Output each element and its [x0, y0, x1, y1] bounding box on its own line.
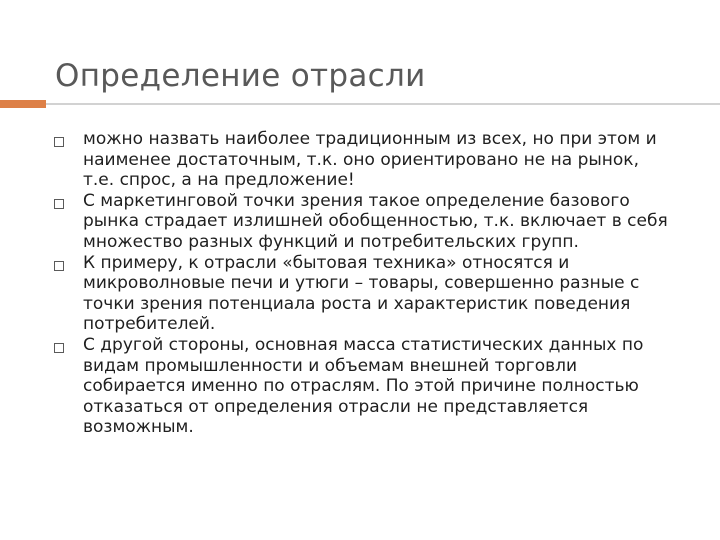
title-accent-bar: [0, 100, 46, 108]
bullet-text-line: т.е. спрос, а на предложение!: [83, 170, 355, 191]
bullet-text-line: рынка страдает излишней обобщенностью, т.к. включает в себя: [83, 211, 668, 232]
bullet-text-line: С маркетинговой точки зрения такое определение базового: [83, 190, 630, 211]
bullet-text-line: собирается именно по отраслям. По этой причине полностью: [83, 376, 639, 397]
bullet-item: [53, 191, 693, 253]
square-bullet-icon: [54, 199, 64, 209]
bullet-list: [53, 129, 693, 438]
bullet-text-line: видам промышленности и объемам внешней торговли: [83, 355, 578, 376]
square-bullet-icon: [54, 261, 64, 271]
bullet-text-line: С другой стороны, основная масса статистических данных по: [83, 334, 644, 355]
bullet-text-line: потребителей.: [83, 314, 216, 335]
bullet-text-line: наименее достаточным, т.к. оно ориентировано не на рынок,: [83, 149, 639, 170]
bullet-text-line: множество разных функций и потребительских групп.: [83, 231, 579, 252]
slide-title: Определение отрасли: [55, 58, 426, 94]
bullet-text-line: возможным.: [83, 417, 194, 438]
bullet-item: [53, 129, 693, 191]
bullet-item: [53, 253, 693, 335]
title-divider: [46, 103, 720, 105]
bullet-text-line: можно назвать наиболее традиционным из всех, но при этом и: [83, 129, 657, 149]
bullet-text-line: отказаться от определения отрасли не представляется: [83, 396, 589, 417]
bullet-item: [53, 335, 693, 438]
bullet-text-line: К примеру, к отрасли «бытовая техника» относятся и: [83, 252, 570, 273]
bullet-text-line: точки зрения потенциала роста и характеристик поведения: [83, 293, 631, 314]
square-bullet-icon: [54, 343, 64, 353]
square-bullet-icon: [54, 137, 64, 147]
bullet-text-line: микроволновые печи и утюги – товары, совершенно разные с: [83, 273, 640, 294]
